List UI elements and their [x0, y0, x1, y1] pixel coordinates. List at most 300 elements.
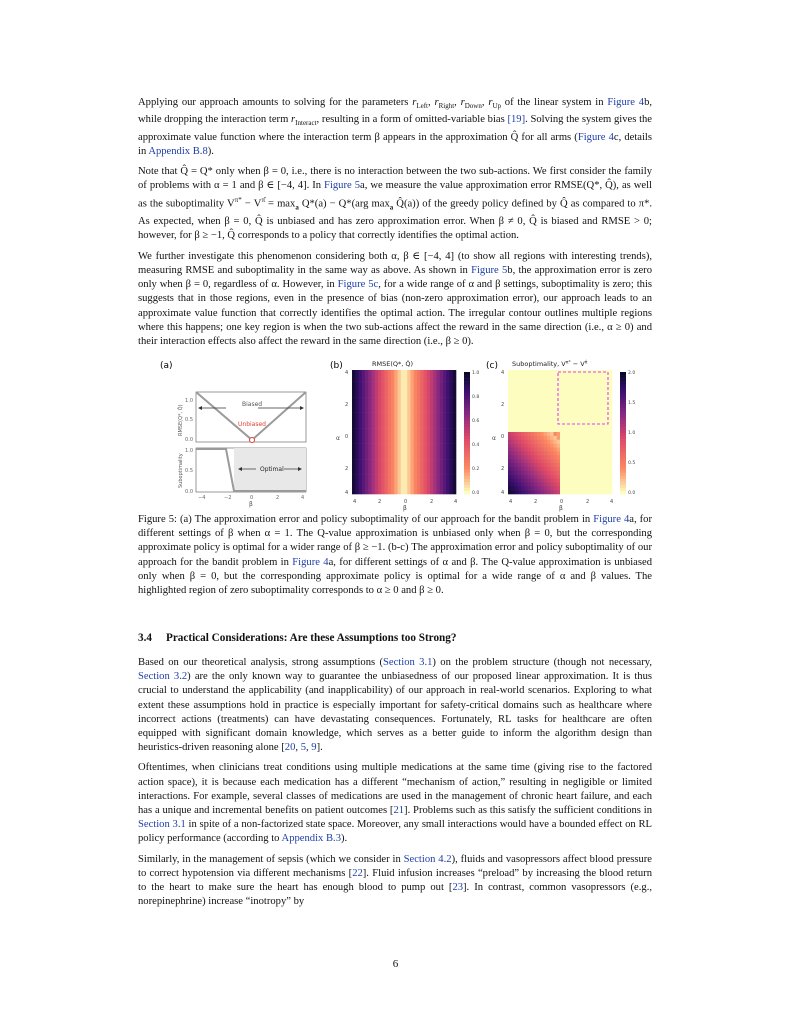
- heatmap-cell: [567, 413, 571, 417]
- heatmap-cell: [355, 459, 359, 463]
- heatmap-cell: [544, 401, 548, 405]
- heatmap-cell: [563, 382, 567, 386]
- appendix-b3-link[interactable]: Appendix B.3: [281, 833, 341, 845]
- heatmap-cell: [550, 455, 554, 459]
- heatmap-cell: [596, 471, 600, 475]
- heatmap-cell: [443, 448, 447, 452]
- heatmap-cell: [547, 475, 551, 479]
- heatmap-cell: [427, 409, 431, 413]
- heatmap-cell: [440, 479, 444, 483]
- heatmap-cell: [398, 467, 402, 471]
- heatmap-cell: [599, 413, 603, 417]
- heatmap-cell: [440, 471, 444, 475]
- heatmap-cell: [388, 424, 392, 428]
- heatmap-cell: [589, 475, 593, 479]
- heatmap-cell: [430, 405, 434, 409]
- heatmap-cell: [534, 420, 538, 424]
- heatmap-cell: [550, 471, 554, 475]
- heatmap-cell: [404, 463, 408, 467]
- figure-5c-link[interactable]: Figure 5c: [337, 279, 379, 291]
- heatmap-cell: [378, 440, 382, 444]
- heatmap-cell: [541, 389, 545, 393]
- heatmap-cell: [547, 444, 551, 448]
- heatmap-cell: [359, 467, 363, 471]
- heatmap-cell: [573, 397, 577, 401]
- heatmap-cell: [424, 428, 428, 432]
- heatmap-cell: [437, 370, 441, 374]
- heatmap-cell: [394, 451, 398, 455]
- heatmap-cell: [414, 444, 418, 448]
- heatmap-cell: [573, 467, 577, 471]
- heatmap-cell: [446, 413, 450, 417]
- heatmap-cell: [521, 405, 525, 409]
- heatmap-cell: [375, 490, 379, 494]
- heatmap-cell: [547, 451, 551, 455]
- heatmap-cell: [547, 448, 551, 452]
- heatmap-cell: [388, 486, 392, 490]
- heatmap-cell: [404, 378, 408, 382]
- heatmap-cell: [528, 448, 532, 452]
- heatmap-cell: [388, 386, 392, 390]
- heatmap-cell: [368, 389, 372, 393]
- heatmap-cell: [453, 463, 457, 467]
- heatmap-cell: [593, 455, 597, 459]
- heatmap-cell: [580, 479, 584, 483]
- section-3-1-link[interactable]: Section 3.1: [383, 657, 433, 668]
- heatmap-cell: [430, 393, 434, 397]
- heatmap-cell: [580, 432, 584, 436]
- heatmap-cell: [576, 436, 580, 440]
- citation-5-link[interactable]: 5: [300, 742, 306, 754]
- colorbar-cell: [464, 488, 470, 491]
- heatmap-cell: [599, 440, 603, 444]
- heatmap-cell: [537, 482, 541, 486]
- heatmap-cell: [427, 440, 431, 444]
- heatmap-cell: [576, 413, 580, 417]
- heatmap-cell: [420, 420, 424, 424]
- heatmap-cell: [359, 405, 363, 409]
- heatmap-cell: [401, 386, 405, 390]
- heatmap-cell: [417, 444, 421, 448]
- heatmap-cell: [394, 420, 398, 424]
- heatmap-cell: [534, 448, 538, 452]
- heatmap-cell: [537, 486, 541, 490]
- heatmap-cell: [544, 413, 548, 417]
- heatmap-cell: [368, 417, 372, 421]
- heatmap-cell: [385, 482, 389, 486]
- heatmap-cell: [365, 444, 369, 448]
- heatmap-cell: [602, 486, 606, 490]
- heatmap-cell: [414, 471, 418, 475]
- citation-19-link[interactable]: [19]: [507, 114, 526, 126]
- heatmap-cell: [450, 444, 454, 448]
- heatmap-cell: [430, 374, 434, 378]
- heatmap-cell: [576, 451, 580, 455]
- heatmap-cell: [424, 479, 428, 483]
- heatmap-cell: [557, 482, 561, 486]
- heatmap-cell: [391, 420, 395, 424]
- heatmap-cell: [365, 486, 369, 490]
- heatmap-cell: [528, 479, 532, 483]
- heatmap-cell: [515, 451, 519, 455]
- heatmap-cell: [359, 436, 363, 440]
- heatmap-cell: [596, 444, 600, 448]
- heatmap-cell: [427, 479, 431, 483]
- heatmap-cell: [385, 463, 389, 467]
- heatmap-cell: [420, 490, 424, 494]
- heatmap-cell: [567, 393, 571, 397]
- heatmap-cell: [404, 444, 408, 448]
- heatmap-cell: [381, 374, 385, 378]
- heatmap-cell: [443, 467, 447, 471]
- heatmap-cell: [394, 490, 398, 494]
- heatmap-cell: [440, 386, 444, 390]
- heatmap-cell: [372, 382, 376, 386]
- heatmap-cell: [609, 386, 613, 390]
- heatmap-cell: [609, 448, 613, 452]
- heatmap-cell: [398, 440, 402, 444]
- heatmap-cell: [430, 455, 434, 459]
- heatmap-cell: [388, 389, 392, 393]
- heatmap-cell: [440, 424, 444, 428]
- heatmap-cell: [580, 386, 584, 390]
- heatmap-cell: [414, 428, 418, 432]
- heatmap-cell: [586, 374, 590, 378]
- section-3-2-link[interactable]: Section 3.2: [138, 671, 188, 683]
- heatmap-cell: [518, 382, 522, 386]
- heatmap-cell: [521, 428, 525, 432]
- heatmap-cell: [398, 428, 402, 432]
- heatmap-cell: [453, 424, 457, 428]
- heatmap-cell: [508, 370, 512, 374]
- heatmap-cell: [567, 432, 571, 436]
- heatmap-cell: [368, 374, 372, 378]
- citation-23-link[interactable]: 23: [452, 882, 464, 894]
- heatmap-cell: [534, 451, 538, 455]
- heatmap-cell: [599, 405, 603, 409]
- heatmap-cell: [446, 378, 450, 382]
- heatmap-cell: [508, 490, 512, 494]
- heatmap-cell: [586, 448, 590, 452]
- heatmap-cell: [359, 479, 363, 483]
- heatmap-cell: [450, 475, 454, 479]
- heatmap-cell: [557, 455, 561, 459]
- heatmap-cell: [368, 420, 372, 424]
- heatmap-cell: [599, 409, 603, 413]
- heatmap-cell: [515, 397, 519, 401]
- heatmap-cell: [508, 397, 512, 401]
- heatmap-cell: [391, 389, 395, 393]
- heatmap-cell: [362, 374, 366, 378]
- heatmap-cell: [440, 444, 444, 448]
- heatmap-cell: [450, 370, 454, 374]
- heatmap-cell: [401, 424, 405, 428]
- heatmap-cell: [580, 428, 584, 432]
- heatmap-cell: [515, 409, 519, 413]
- heatmap-cell: [427, 455, 431, 459]
- heatmap-cell: [573, 405, 577, 409]
- figure-4-link[interactable]: Figure 4: [292, 556, 329, 568]
- heatmap-cell: [407, 463, 411, 467]
- heatmap-cell: [583, 428, 587, 432]
- heatmap-cell: [554, 475, 558, 479]
- heatmap-cell: [541, 386, 545, 390]
- heatmap-cell: [567, 401, 571, 405]
- heatmap-cell: [521, 397, 525, 401]
- heatmap-cell: [417, 378, 421, 382]
- heatmap-cell: [430, 479, 434, 483]
- c-cbar-tick: 0.0: [628, 491, 636, 496]
- heatmap-cell: [440, 420, 444, 424]
- heatmap-cell: [508, 455, 512, 459]
- heatmap-cell: [560, 440, 564, 444]
- colorbar-cell: [620, 384, 626, 387]
- heatmap-cell: [411, 471, 415, 475]
- heatmap-cell: [557, 471, 561, 475]
- heatmap-cell: [424, 448, 428, 452]
- heatmap-cell: [518, 424, 522, 428]
- heatmap-cell: [602, 467, 606, 471]
- heatmap-cell: [583, 448, 587, 452]
- heatmap-cell: [424, 420, 428, 424]
- heatmap-cell: [586, 467, 590, 471]
- citation-21-link[interactable]: 21: [393, 805, 405, 817]
- heatmap-cell: [524, 475, 528, 479]
- section-3-1-link[interactable]: Section 3.1: [138, 819, 186, 831]
- heatmap-cell: [352, 479, 356, 483]
- heatmap-cell: [537, 440, 541, 444]
- heatmap-cell: [521, 475, 525, 479]
- heatmap-cell: [443, 482, 447, 486]
- heatmap-cell: [534, 378, 538, 382]
- heatmap-cell: [362, 463, 366, 467]
- heatmap-cell: [537, 420, 541, 424]
- heatmap-cell: [355, 401, 359, 405]
- colorbar-cell: [620, 479, 626, 482]
- colorbar-cell: [464, 393, 470, 396]
- heatmap-cell: [554, 424, 558, 428]
- heatmap-cell: [427, 486, 431, 490]
- heatmap-cell: [407, 417, 411, 421]
- heatmap-cell: [391, 378, 395, 382]
- heatmap-cell: [534, 374, 538, 378]
- heatmap-cell: [388, 436, 392, 440]
- heatmap-cell: [518, 413, 522, 417]
- heatmap-cell: [378, 386, 382, 390]
- a-bottom-ytick: 1.0: [185, 448, 193, 454]
- heatmap-cell: [352, 436, 356, 440]
- heatmap-cell: [388, 444, 392, 448]
- heatmap-cell: [394, 413, 398, 417]
- figure-5-link[interactable]: Figure 5: [324, 180, 360, 192]
- heatmap-cell: [521, 370, 525, 374]
- heatmap-cell: [401, 409, 405, 413]
- heatmap-cell: [560, 382, 564, 386]
- heatmap-cell: [372, 405, 376, 409]
- heatmap-cell: [391, 413, 395, 417]
- citation-20-link[interactable]: 20: [284, 742, 296, 754]
- heatmap-cell: [375, 479, 379, 483]
- heatmap-cell: [391, 482, 395, 486]
- heatmap-cell: [433, 467, 437, 471]
- heatmap-cell: [528, 420, 532, 424]
- heatmap-cell: [515, 482, 519, 486]
- heatmap-cell: [420, 417, 424, 421]
- heatmap-cell: [427, 389, 431, 393]
- heatmap-cell: [609, 455, 613, 459]
- heatmap-cell: [537, 459, 541, 463]
- heatmap-cell: [394, 428, 398, 432]
- heatmap-cell: [599, 378, 603, 382]
- heatmap-cell: [541, 440, 545, 444]
- heatmap-cell: [433, 455, 437, 459]
- figure-4-link[interactable]: Figure 4: [577, 131, 614, 143]
- heatmap-cell: [563, 440, 567, 444]
- heatmap-cell: [440, 432, 444, 436]
- heatmap-cell: [407, 397, 411, 401]
- heatmap-cell: [573, 482, 577, 486]
- heatmap-cell: [359, 389, 363, 393]
- heatmap-cell: [372, 370, 376, 374]
- heatmap-cell: [602, 409, 606, 413]
- heatmap-cell: [576, 386, 580, 390]
- heatmap-cell: [531, 405, 535, 409]
- heatmap-cell: [437, 432, 441, 436]
- heatmap-cell: [433, 417, 437, 421]
- heatmap-cell: [414, 440, 418, 444]
- heatmap-cell: [508, 459, 512, 463]
- heatmap-cell: [378, 467, 382, 471]
- heatmap-cell: [580, 467, 584, 471]
- heatmap-cell: [550, 432, 554, 436]
- heatmap-cell: [534, 459, 538, 463]
- heatmap-cell: [541, 428, 545, 432]
- heatmap-cell: [401, 482, 405, 486]
- heatmap-cell: [521, 467, 525, 471]
- heatmap-cell: [518, 479, 522, 483]
- heatmap-cell: [398, 409, 402, 413]
- heatmap-cell: [359, 386, 363, 390]
- heatmap-cell: [593, 428, 597, 432]
- heatmap-cell: [596, 413, 600, 417]
- heatmap-cell: [401, 393, 405, 397]
- appendix-b8-link[interactable]: Appendix B.8: [148, 145, 208, 157]
- panel-a-top: [177, 392, 306, 443]
- heatmap-cell: [593, 424, 597, 428]
- heatmap-cell: [352, 401, 356, 405]
- heatmap-cell: [541, 393, 545, 397]
- heatmap-cell: [450, 451, 454, 455]
- heatmap-cell: [427, 463, 431, 467]
- heatmap-cell: [427, 401, 431, 405]
- heatmap-cell: [407, 401, 411, 405]
- figure-5-link[interactable]: Figure 5: [471, 264, 508, 276]
- panel-a-label: (a): [160, 361, 173, 371]
- heatmap-cell: [609, 420, 613, 424]
- heatmap-cell: [368, 432, 372, 436]
- heatmap-cell: [599, 467, 603, 471]
- heatmap-cell: [589, 378, 593, 382]
- heatmap-cell: [398, 386, 402, 390]
- heatmap-cell: [398, 424, 402, 428]
- c-xtick: 0: [560, 499, 564, 505]
- a-xtick: 4: [301, 495, 305, 501]
- heatmap-cell: [388, 482, 392, 486]
- citation-22-link[interactable]: 22: [352, 867, 363, 879]
- heatmap-cell: [401, 486, 405, 490]
- heatmap-cell: [550, 413, 554, 417]
- section-heading: [138, 632, 652, 644]
- heatmap-cell: [365, 440, 369, 444]
- heatmap-cell: [352, 448, 356, 452]
- heatmap-cell: [368, 424, 372, 428]
- heatmap-cell: [541, 424, 545, 428]
- heatmap-cell: [550, 463, 554, 467]
- heatmap-cell: [524, 417, 528, 421]
- heatmap-cell: [446, 417, 450, 421]
- heatmap-cell: [443, 378, 447, 382]
- a-xtick: −4: [198, 495, 206, 501]
- heatmap-cell: [531, 397, 535, 401]
- heatmap-cell: [398, 389, 402, 393]
- heatmap-cell: [359, 459, 363, 463]
- figure-4-link[interactable]: Figure 4: [607, 97, 645, 108]
- heatmap-cell: [508, 440, 512, 444]
- heatmap-cell: [573, 440, 577, 444]
- heatmap-cell: [385, 409, 389, 413]
- heatmap-cell: [599, 482, 603, 486]
- heatmap-cell: [378, 405, 382, 409]
- heatmap-cell: [411, 382, 415, 386]
- heatmap-cell: [407, 386, 411, 390]
- figure-4-link[interactable]: Figure 4: [593, 514, 630, 525]
- heatmap-cell: [352, 444, 356, 448]
- heatmap-cell: [450, 417, 454, 421]
- heatmap-cell: [560, 444, 564, 448]
- heatmap-cell: [443, 409, 447, 413]
- heatmap-cell: [524, 440, 528, 444]
- heatmap-cell: [362, 475, 366, 479]
- heatmap-cell: [394, 393, 398, 397]
- heatmap-cell: [440, 459, 444, 463]
- heatmap-cell: [385, 490, 389, 494]
- heatmap-cell: [515, 444, 519, 448]
- heatmap-cell: [404, 389, 408, 393]
- heatmap-cell: [554, 382, 558, 386]
- section-4-2-link[interactable]: Section 4.2: [403, 853, 452, 865]
- heatmap-cell: [511, 455, 515, 459]
- heatmap-cell: [518, 451, 522, 455]
- heatmap-cell: [511, 436, 515, 440]
- heatmap-cell: [586, 389, 590, 393]
- heatmap-cell: [511, 417, 515, 421]
- heatmap-cell: [378, 428, 382, 432]
- heatmap-cell: [531, 413, 535, 417]
- heatmap-cell: [593, 448, 597, 452]
- heatmap-cell: [385, 432, 389, 436]
- heatmap-cell: [567, 440, 571, 444]
- heatmap-cell: [534, 467, 538, 471]
- heatmap-cell: [567, 451, 571, 455]
- heatmap-cell: [573, 432, 577, 436]
- heatmap-cell: [427, 436, 431, 440]
- heatmap-cell: [596, 436, 600, 440]
- citation-9-link[interactable]: 9: [311, 742, 317, 754]
- heatmap-cell: [427, 393, 431, 397]
- heatmap-cell: [521, 413, 525, 417]
- heatmap-cell: [599, 486, 603, 490]
- heatmap-cell: [372, 486, 376, 490]
